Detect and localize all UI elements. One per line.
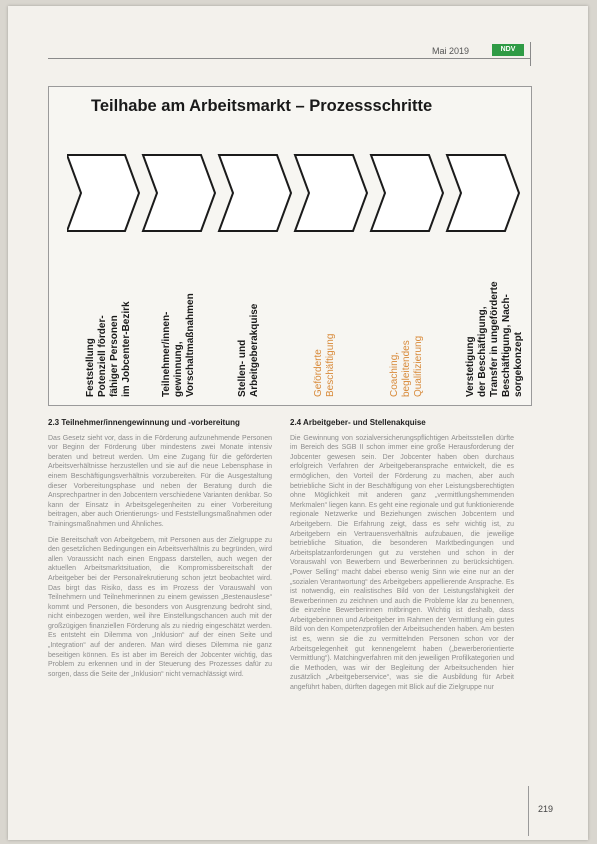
process-step-arrow bbox=[143, 155, 215, 231]
process-step-arrow bbox=[219, 155, 291, 231]
process-step-arrow bbox=[371, 155, 443, 231]
section-2-3 bbox=[48, 418, 272, 685]
section-2-4 bbox=[290, 418, 514, 699]
section-heading: 2.3 Teilnehmer/innengewinnung und -vorbereitung bbox=[48, 418, 240, 427]
process-figure bbox=[48, 86, 532, 406]
header-rule bbox=[48, 58, 530, 59]
process-chevrons bbox=[67, 153, 527, 233]
page-number: 219 bbox=[538, 804, 554, 814]
document-page bbox=[8, 6, 588, 840]
process-step-arrow bbox=[295, 155, 367, 231]
figure-title: Teilhabe am Arbeitsmarkt – Prozessschritte bbox=[91, 97, 433, 115]
body-paragraph: Das Gesetz sieht vor, dass in die Förderung aufzunehmende Personen vor Beginn der Förderung über mindestens zwei Monate intensiv beraten und betreut werden. Um eine Zugang für die geförderten Arbeitsverhältnisse herzustellen und sie auf die neue Lebensphase in einem Beschäftigungsverhältnis vorzubereiten. Für die Ausgestaltung dieser Vorbereitungsphase und neben der Beratung durch die Ansprechpartner in den Jobcentern verschiedene Varianten denkbar. So kann der Einsatz in Arbeitsgelegenheiten zu einer Vorbereitung beitragen, aber auch Orientierungs- und Feststellungsmaßnahmen oder Trainingsmaßnahmen und Ähnliches. bbox=[48, 434, 272, 528]
process-step-label: Feststellung Potenziell förder- fähiger Personen im Jobcenter-Bezirk bbox=[85, 301, 132, 397]
process-step-arrow bbox=[447, 155, 519, 231]
section-heading: 2.4 Arbeitgeber- und Stellenakquise bbox=[290, 418, 426, 427]
header-vertical-rule bbox=[530, 42, 531, 66]
process-step-label: Verstetigung der Beschäftigung, Transfer in ungeförderte Beschäftigung, Nach- sorgekonzept bbox=[465, 281, 524, 397]
process-step-label: Geförderte Beschäftigung bbox=[313, 333, 336, 397]
process-step-label: Stellen- und Arbeitgeberakquise bbox=[237, 303, 260, 397]
process-step-label: Teilnehmer/innen- gewinnung, Vorschaltmaßnahmen bbox=[161, 293, 196, 397]
process-step-arrow bbox=[67, 155, 139, 231]
process-step-label: Coaching, begleitendes Qualifizierung bbox=[389, 335, 424, 397]
body-paragraph: Die Bereitschaft von Arbeitgebern, mit Personen aus der Zielgruppe zu den gesetzlichen Bedingungen ein Arbeitsverhältnis zu begründen, wird allen Voraussicht nach einen Engpass darstellen, auch wegen der aktuellen Arbeitsmarktsituation, die Kompromissbereitschaft der Arbeitgeber bei der Personalrekrutierung schon jetzt beobachtet wird. Das birgt das Risiko, dass es im Prozess der Vorauswahl von Teilnehmern und Teilnehmerinnen zu einem gewissen „Bestenauslese“ kommt und Personen, die besonders von Ausgrenzung bedroht sind, nicht einbezogen werden, weil ihre Einstellungschancen auch mit der großzügigen finanziellen Förderung als zu niedrig eingeschätzt werden. Es entsteht ein Dilemma von „Inklusion“ auf der einen Seite und „Integration“ auf der anderen. Man wird dieses Dilemma nie ganz beseitigen können. Es ist aber im Bereich der Jobcenter wichtig, das Problem zu erkennen und in der Steuerung des Prozesses dafür zu sorgen, dass die Seite der „Inklusion“ nicht vernachlässigt wird. bbox=[48, 536, 272, 678]
journal-badge: NDV bbox=[492, 44, 524, 56]
page-margin-line bbox=[528, 786, 529, 836]
issue-date: Mai 2019 bbox=[432, 46, 470, 56]
body-paragraph: Die Gewinnung von sozialversicherungspflichtigen Arbeitsstellen dürfte im Bereich des SGB II schon immer eine große Herausforderung der Jobcenter gewesen sein. Der Jobcenter haben oben durchaus erfolgreich Verfahren der Arbeitgeberansprache entwickelt, die es ermöglichen, den Vorteil der Förderung zu machen, aber auch betriebliche Sicht in der Beschäftigung von eher Leistungsberechtigten ohne Möglichkeit mit anderen ganz „vermittlungshemmenden Merkmalen“ liegen kann. Es geht eine regionale und gut funktionierende regionale Netzwerke und Beziehungen zwischen Jobcentern und Arbeitgebern. Die Erfahrung zeigt, dass es sehr wichtig ist, zu Arbeitgebern ein Vertrauensverhältnis aufzubauen, die jeweilige betriebliche Situation, die besonderen Marktbedingungen und Arbeitsplatzanforderungen gut zu verstehen und schon in der Vorauswahl von Bewerbern und Bewerberinnen zu berücksichtigen. „Power Selling“ macht dabei ebenso wenig Sinn wie eine nur an der „sozialen Verantwortung“ des Arbeitgebers appellierende Ansprache. Es ist notwendig, ein realistisches Bild von der Leistungsfähigkeit der Bewerberinnen zu zeichnen und auch die Probleme klar zu benennen, die einzelne Bewerberinnen mitbringen. Wichtig ist deshalb, dass Arbeitgeberinnen und Arbeitgeber im Rahmen der Vermittlung ein gutes Bild von den Kompetenzprofilen der Arbeitsuchenden haben. Am besten ist es, wenn sie die zu vermittelnden Personen schon vor der Arbeitsgelegenheit gut kennengelernt haben („bewerberorientierte Vermittlung“). Matchingverfahren mit den jeweiligen Profilkategorien und die Methoden, was wir der Begleitung der Arbeitsuchenden hier zusätzlich „Arbeitgeberservice“, was sie die Ausbildung für Arbeit angeführt haben, dürften dagegen mit Blick auf die Zielgruppe nur bbox=[290, 434, 514, 692]
